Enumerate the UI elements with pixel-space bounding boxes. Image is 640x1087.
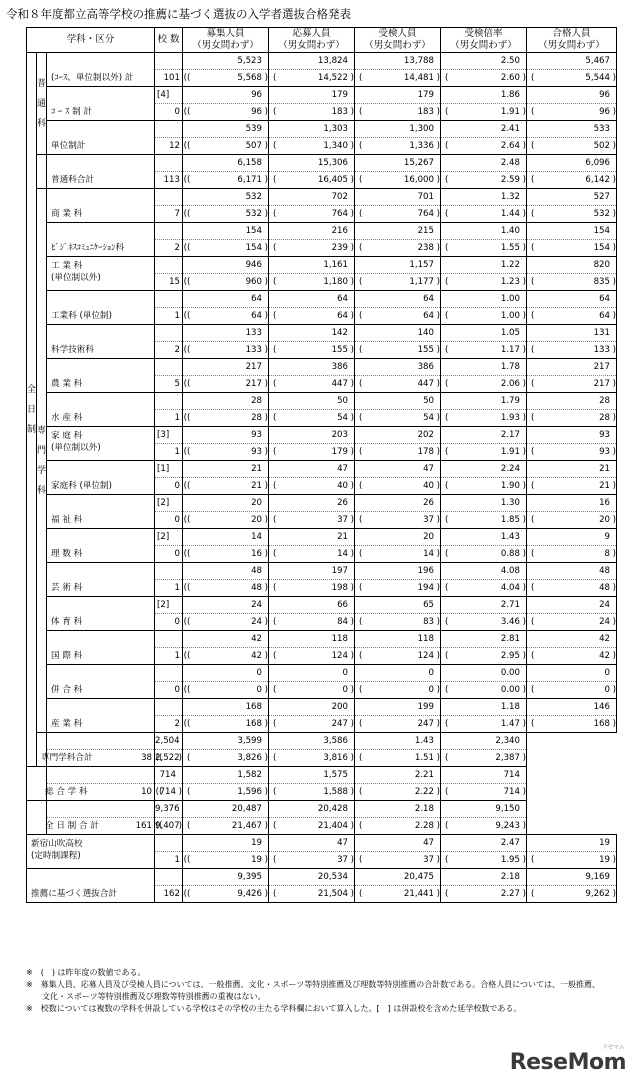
value-cell: 1.22 ( 1.23 ) <box>441 257 527 291</box>
value-cell: 9,150 ( 9,243 ) <box>441 801 527 835</box>
resemom-logo: ReseMom リセマム <box>509 1044 626 1075</box>
header-ratio: 受検倍率 （男女問わず） <box>441 28 527 53</box>
value-cell: 820 ( 835 ) <box>527 257 617 291</box>
value-cell: 532 ( 532 ) <box>183 189 269 223</box>
footnote: ※ 校数については複数の学科を併設している学校はその学校の主たる学科欄において算入した。[ ] は併設校を含めた延学校数である。 <box>26 1004 522 1013</box>
value-cell: 0 ( 0 ) <box>355 665 441 699</box>
value-cell: 154 ( 154 ) <box>527 223 617 257</box>
value-cell: 1,303 ( 1,340 ) <box>269 121 355 155</box>
value-cell: 215 ( 238 ) <box>355 223 441 257</box>
row-label: 単位制計 <box>47 121 155 155</box>
spacer-cell <box>37 155 47 189</box>
value-cell: 0 ( 0 ) <box>183 665 269 699</box>
value-cell: 50 ( 54 ) <box>269 393 355 427</box>
footnotes <box>26 967 626 1015</box>
value-cell: 3,586 ( 3,816 ) <box>269 733 355 767</box>
value-cell: 96 ( 96 ) <box>527 87 617 121</box>
value-cell: 5,523 ( 5,568 ) <box>183 53 269 87</box>
table-body <box>27 53 617 903</box>
value-cell: 1.79 ( 1.93 ) <box>441 393 527 427</box>
table-row <box>27 427 617 461</box>
table-row <box>27 665 617 699</box>
table-row <box>27 529 617 563</box>
row-label: 国 際 科 <box>47 631 155 665</box>
results-table <box>26 27 617 903</box>
table-row <box>27 325 617 359</box>
value-cell: 64 ( 64 ) <box>355 291 441 325</box>
value-cell: 2.17 ( 1.91 ) <box>441 427 527 461</box>
value-cell: 118 ( 124 ) <box>269 631 355 665</box>
value-cell: 714 ( 714 ) <box>155 767 183 801</box>
value-cell: 533 ( 502 ) <box>527 121 617 155</box>
value-cell: 202 ( 178 ) <box>355 427 441 461</box>
footnote: ※ 募集人員、応募人員及び受検人員については、一般推薦、文化・スポーツ等特別推薦及び理数等特別推薦の合計数である。合格人員については、一般推薦、 <box>26 980 601 989</box>
schools-cell: 2 ( <box>155 223 183 257</box>
table-row <box>27 53 617 87</box>
table-row <box>27 257 617 291</box>
value-cell: 2.18 ( 2.27 ) <box>441 869 527 903</box>
value-cell: 16 ( 20 ) <box>527 495 617 529</box>
value-cell: 14 ( 16 ) <box>183 529 269 563</box>
value-cell: 20,428 ( 21,404 ) <box>269 801 355 835</box>
value-cell: 3,599 ( 3,826 ) <box>183 733 269 767</box>
row-label: 科学技術科 <box>47 325 155 359</box>
value-cell: 20 ( 20 ) <box>183 495 269 529</box>
value-cell: 13,824 ( 14,522 ) <box>269 53 355 87</box>
value-cell: 217 ( 217 ) <box>527 359 617 393</box>
header-row <box>27 28 617 53</box>
schools-cell: 12 ( <box>155 121 183 155</box>
schools-cell: 1 ( <box>155 835 183 869</box>
row-label: 農 業 科 <box>47 359 155 393</box>
value-cell: 1.86 ( 1.91 ) <box>441 87 527 121</box>
value-cell: 203 ( 179 ) <box>269 427 355 461</box>
table-row <box>27 699 617 733</box>
value-cell: 5,467 ( 5,544 ) <box>527 53 617 87</box>
side-label-senmon: 専 門 学 科 <box>37 189 47 733</box>
table-row <box>27 87 617 121</box>
footnote: 文化・スポーツ等特別推薦及び理数等特別推薦の重複はない。 <box>26 992 266 1001</box>
value-cell: 9,169 ( 9,262 ) <box>527 869 617 903</box>
table-row <box>27 223 617 257</box>
value-cell: 701 ( 764 ) <box>355 189 441 223</box>
value-cell: 21 ( 21 ) <box>527 461 617 495</box>
value-cell: 386 ( 447 ) <box>355 359 441 393</box>
schools-cell: [2] 0 ( <box>155 495 183 529</box>
value-cell: 48 ( 48 ) <box>183 563 269 597</box>
schools-cell: 113 ( <box>155 155 183 189</box>
schools-cell: 2 ( <box>155 699 183 733</box>
row-label: 水 産 科 <box>47 393 155 427</box>
value-cell: 2.47 ( 1.95 ) <box>441 835 527 869</box>
value-cell: 168 ( 168 ) <box>183 699 269 733</box>
side-label-futsuka: 普 通 科 <box>37 53 47 155</box>
value-cell: 2.71 ( 3.46 ) <box>441 597 527 631</box>
row-label: 総 合 学 科 <box>27 767 47 801</box>
table-row <box>27 189 617 223</box>
value-cell: 47 ( 40 ) <box>355 461 441 495</box>
row-label: (ｺｰｽ、単位制以外) 計 <box>47 53 155 87</box>
footnote: ※ ( ) は昨年度の数値である。 <box>26 968 146 977</box>
value-cell: 42 ( 42 ) <box>183 631 269 665</box>
row-label: ｺ ｰ ｽ 制 計 <box>47 87 155 121</box>
table-row <box>27 767 617 801</box>
header-recruit: 募集人員 （男女問わず） <box>183 28 269 53</box>
row-label: 普通科合計 <box>47 155 155 189</box>
table-row <box>27 631 617 665</box>
value-cell: 28 ( 28 ) <box>183 393 269 427</box>
schools-cell: 101 ( <box>155 53 183 87</box>
table-row <box>27 563 617 597</box>
schools-cell: 1 ( <box>155 631 183 665</box>
value-cell: 24 ( 24 ) <box>183 597 269 631</box>
value-cell: 1.43 ( 0.88 ) <box>441 529 527 563</box>
value-cell: 64 ( 64 ) <box>269 291 355 325</box>
value-cell: 1.00 ( 1.00 ) <box>441 291 527 325</box>
value-cell: 1,157 ( 1,177 ) <box>355 257 441 291</box>
schools-cell: [2] 0 ( <box>155 597 183 631</box>
value-cell: 19 ( 19 ) <box>527 835 617 869</box>
schools-cell: 10 ( <box>47 767 155 801</box>
value-cell: 2.18 ( 2.28 ) <box>355 801 441 835</box>
value-cell: 24 ( 24 ) <box>527 597 617 631</box>
value-cell: 0.00 ( 0.00 ) <box>441 665 527 699</box>
header-schools: 校 数 <box>155 28 183 53</box>
value-cell: 131 ( 133 ) <box>527 325 617 359</box>
table-row <box>27 155 617 189</box>
header-passed: 合格人員 （男女問わず） <box>527 28 617 53</box>
value-cell: 1.30 ( 1.85 ) <box>441 495 527 529</box>
value-cell: 9,376 ( 9,407 ) <box>155 801 183 835</box>
schools-cell: 1 ( <box>155 291 183 325</box>
value-cell: 146 ( 168 ) <box>527 699 617 733</box>
value-cell: 20 ( 14 ) <box>355 529 441 563</box>
row-label: 商 業 科 <box>47 189 155 223</box>
row-label: 新宿山吹高校 (定時制課程) <box>27 835 155 869</box>
value-cell: 20,475 ( 21,441 ) <box>355 869 441 903</box>
table-row <box>27 359 617 393</box>
value-cell: 140 ( 155 ) <box>355 325 441 359</box>
value-cell: 142 ( 155 ) <box>269 325 355 359</box>
schools-cell: 162 ( <box>155 869 183 903</box>
value-cell: 2.50 ( 2.60 ) <box>441 53 527 87</box>
row-label: 芸 術 科 <box>47 563 155 597</box>
row-label: ﾋﾞｼﾞﾈｽｺﾐｭﾆｹｰｼｮﾝ科 <box>47 223 155 257</box>
value-cell: 96 ( 96 ) <box>183 87 269 121</box>
header-applicants: 応募人員 （男女問わず） <box>269 28 355 53</box>
schools-cell: 38 ( <box>47 733 155 767</box>
value-cell: 154 ( 154 ) <box>183 223 269 257</box>
value-cell: 15,306 ( 16,405 ) <box>269 155 355 189</box>
value-cell: 0 ( 0 ) <box>527 665 617 699</box>
row-label: 工業科 (単位制) <box>47 291 155 325</box>
value-cell: 2,340 ( 2,387 ) <box>441 733 527 767</box>
value-cell: 26 ( 37 ) <box>355 495 441 529</box>
value-cell: 42 ( 42 ) <box>527 631 617 665</box>
value-cell: 133 ( 133 ) <box>183 325 269 359</box>
table-row <box>27 801 617 835</box>
value-cell: 1.43 ( 1.51 ) <box>355 733 441 767</box>
value-cell: 217 ( 217 ) <box>183 359 269 393</box>
table-row <box>27 733 617 767</box>
value-cell: 179 ( 183 ) <box>355 87 441 121</box>
row-label: 理 数 科 <box>47 529 155 563</box>
row-label: 全 日 制 合 計 <box>27 801 47 835</box>
value-cell: 2,504 ( 2,522 ) <box>155 733 183 767</box>
header-examinees: 受検人員 （男女問わず） <box>355 28 441 53</box>
value-cell: 1,575 ( 1,588 ) <box>269 767 355 801</box>
value-cell: 28 ( 28 ) <box>527 393 617 427</box>
value-cell: 1.18 ( 1.47 ) <box>441 699 527 733</box>
table-row <box>27 835 617 869</box>
table-row <box>27 291 617 325</box>
value-cell: 26 ( 37 ) <box>269 495 355 529</box>
value-cell: 1.78 ( 2.06 ) <box>441 359 527 393</box>
row-label: 専門学科合計 <box>37 733 47 767</box>
value-cell: 20,534 ( 21,504 ) <box>269 869 355 903</box>
value-cell: 2.24 ( 1.90 ) <box>441 461 527 495</box>
row-label: 産 業 科 <box>47 699 155 733</box>
row-label: 工 業 科 (単位制以外) <box>47 257 155 291</box>
table-row <box>27 393 617 427</box>
value-cell: 66 ( 84 ) <box>269 597 355 631</box>
row-label: 家 庭 科 (単位制以外) <box>47 427 155 461</box>
value-cell: 9 ( 8 ) <box>527 529 617 563</box>
value-cell: 539 ( 507 ) <box>183 121 269 155</box>
value-cell: 20,487 ( 21,467 ) <box>183 801 269 835</box>
value-cell: 2.41 ( 2.64 ) <box>441 121 527 155</box>
schools-cell: 1 ( <box>155 393 183 427</box>
schools-cell: 15 ( <box>155 257 183 291</box>
table-row <box>27 461 617 495</box>
value-cell: 1.40 ( 1.55 ) <box>441 223 527 257</box>
value-cell: 216 ( 239 ) <box>269 223 355 257</box>
value-cell: 527 ( 532 ) <box>527 189 617 223</box>
value-cell: 1,300 ( 1,336 ) <box>355 121 441 155</box>
value-cell: 93 ( 93 ) <box>183 427 269 461</box>
value-cell: 93 ( 93 ) <box>527 427 617 461</box>
side-label-zennichisei: 全 日 制 <box>27 53 37 767</box>
schools-cell: [2] 0 ( <box>155 529 183 563</box>
value-cell: 386 ( 447 ) <box>269 359 355 393</box>
schools-cell: [3] 1 ( <box>155 427 183 461</box>
value-cell: 946 ( 960 ) <box>183 257 269 291</box>
table-row <box>27 121 617 155</box>
value-cell: 200 ( 247 ) <box>269 699 355 733</box>
table-row <box>27 495 617 529</box>
schools-cell: 5 ( <box>155 359 183 393</box>
value-cell: 47 ( 40 ) <box>269 461 355 495</box>
value-cell: 197 ( 198 ) <box>269 563 355 597</box>
value-cell: 1.05 ( 1.17 ) <box>441 325 527 359</box>
value-cell: 15,267 ( 16,000 ) <box>355 155 441 189</box>
page-title: 令和８年度都立高等学校の推薦に基づく選抜の入学者選抜合格発表 <box>6 7 351 21</box>
value-cell: 1,161 ( 1,180 ) <box>269 257 355 291</box>
table-row <box>27 869 617 903</box>
header-category: 学科・区分 <box>27 28 155 53</box>
schools-cell: 2 ( <box>155 325 183 359</box>
value-cell: 64 ( 64 ) <box>527 291 617 325</box>
schools-cell: [4] 0 ( <box>155 87 183 121</box>
schools-cell: 161 ( <box>47 801 155 835</box>
value-cell: 0 ( 0 ) <box>269 665 355 699</box>
value-cell: 47 ( 37 ) <box>355 835 441 869</box>
value-cell: 118 ( 124 ) <box>355 631 441 665</box>
value-cell: 48 ( 48 ) <box>527 563 617 597</box>
schools-cell: [1] 0 ( <box>155 461 183 495</box>
value-cell: 2.81 ( 2.95 ) <box>441 631 527 665</box>
row-label: 推薦に基づく選抜合計 <box>27 869 155 903</box>
value-cell: 1.32 ( 1.44 ) <box>441 189 527 223</box>
table-row <box>27 597 617 631</box>
value-cell: 179 ( 183 ) <box>269 87 355 121</box>
value-cell: 65 ( 83 ) <box>355 597 441 631</box>
row-label: 併 合 科 <box>47 665 155 699</box>
value-cell: 196 ( 194 ) <box>355 563 441 597</box>
value-cell: 2.48 ( 2.59 ) <box>441 155 527 189</box>
value-cell: 13,788 ( 14,481 ) <box>355 53 441 87</box>
value-cell: 6,096 ( 6,142 ) <box>527 155 617 189</box>
schools-cell: 7 ( <box>155 189 183 223</box>
schools-cell: 0 ( <box>155 665 183 699</box>
value-cell: 199 ( 247 ) <box>355 699 441 733</box>
value-cell: 714 ( 714 ) <box>441 767 527 801</box>
row-label: 体 育 科 <box>47 597 155 631</box>
value-cell: 47 ( 37 ) <box>269 835 355 869</box>
value-cell: 2.21 ( 2.22 ) <box>355 767 441 801</box>
value-cell: 1,582 ( 1,596 ) <box>183 767 269 801</box>
value-cell: 19 ( 19 ) <box>183 835 269 869</box>
value-cell: 64 ( 64 ) <box>183 291 269 325</box>
value-cell: 50 ( 54 ) <box>355 393 441 427</box>
row-label: 家庭科 (単位制) <box>47 461 155 495</box>
value-cell: 21 ( 21 ) <box>183 461 269 495</box>
value-cell: 4.08 ( 4.04 ) <box>441 563 527 597</box>
value-cell: 9,395 ( 9,426 ) <box>183 869 269 903</box>
value-cell: 21 ( 14 ) <box>269 529 355 563</box>
value-cell: 6,158 ( 6,171 ) <box>183 155 269 189</box>
schools-cell: 1 ( <box>155 563 183 597</box>
value-cell: 702 ( 764 ) <box>269 189 355 223</box>
row-label: 福 祉 科 <box>47 495 155 529</box>
